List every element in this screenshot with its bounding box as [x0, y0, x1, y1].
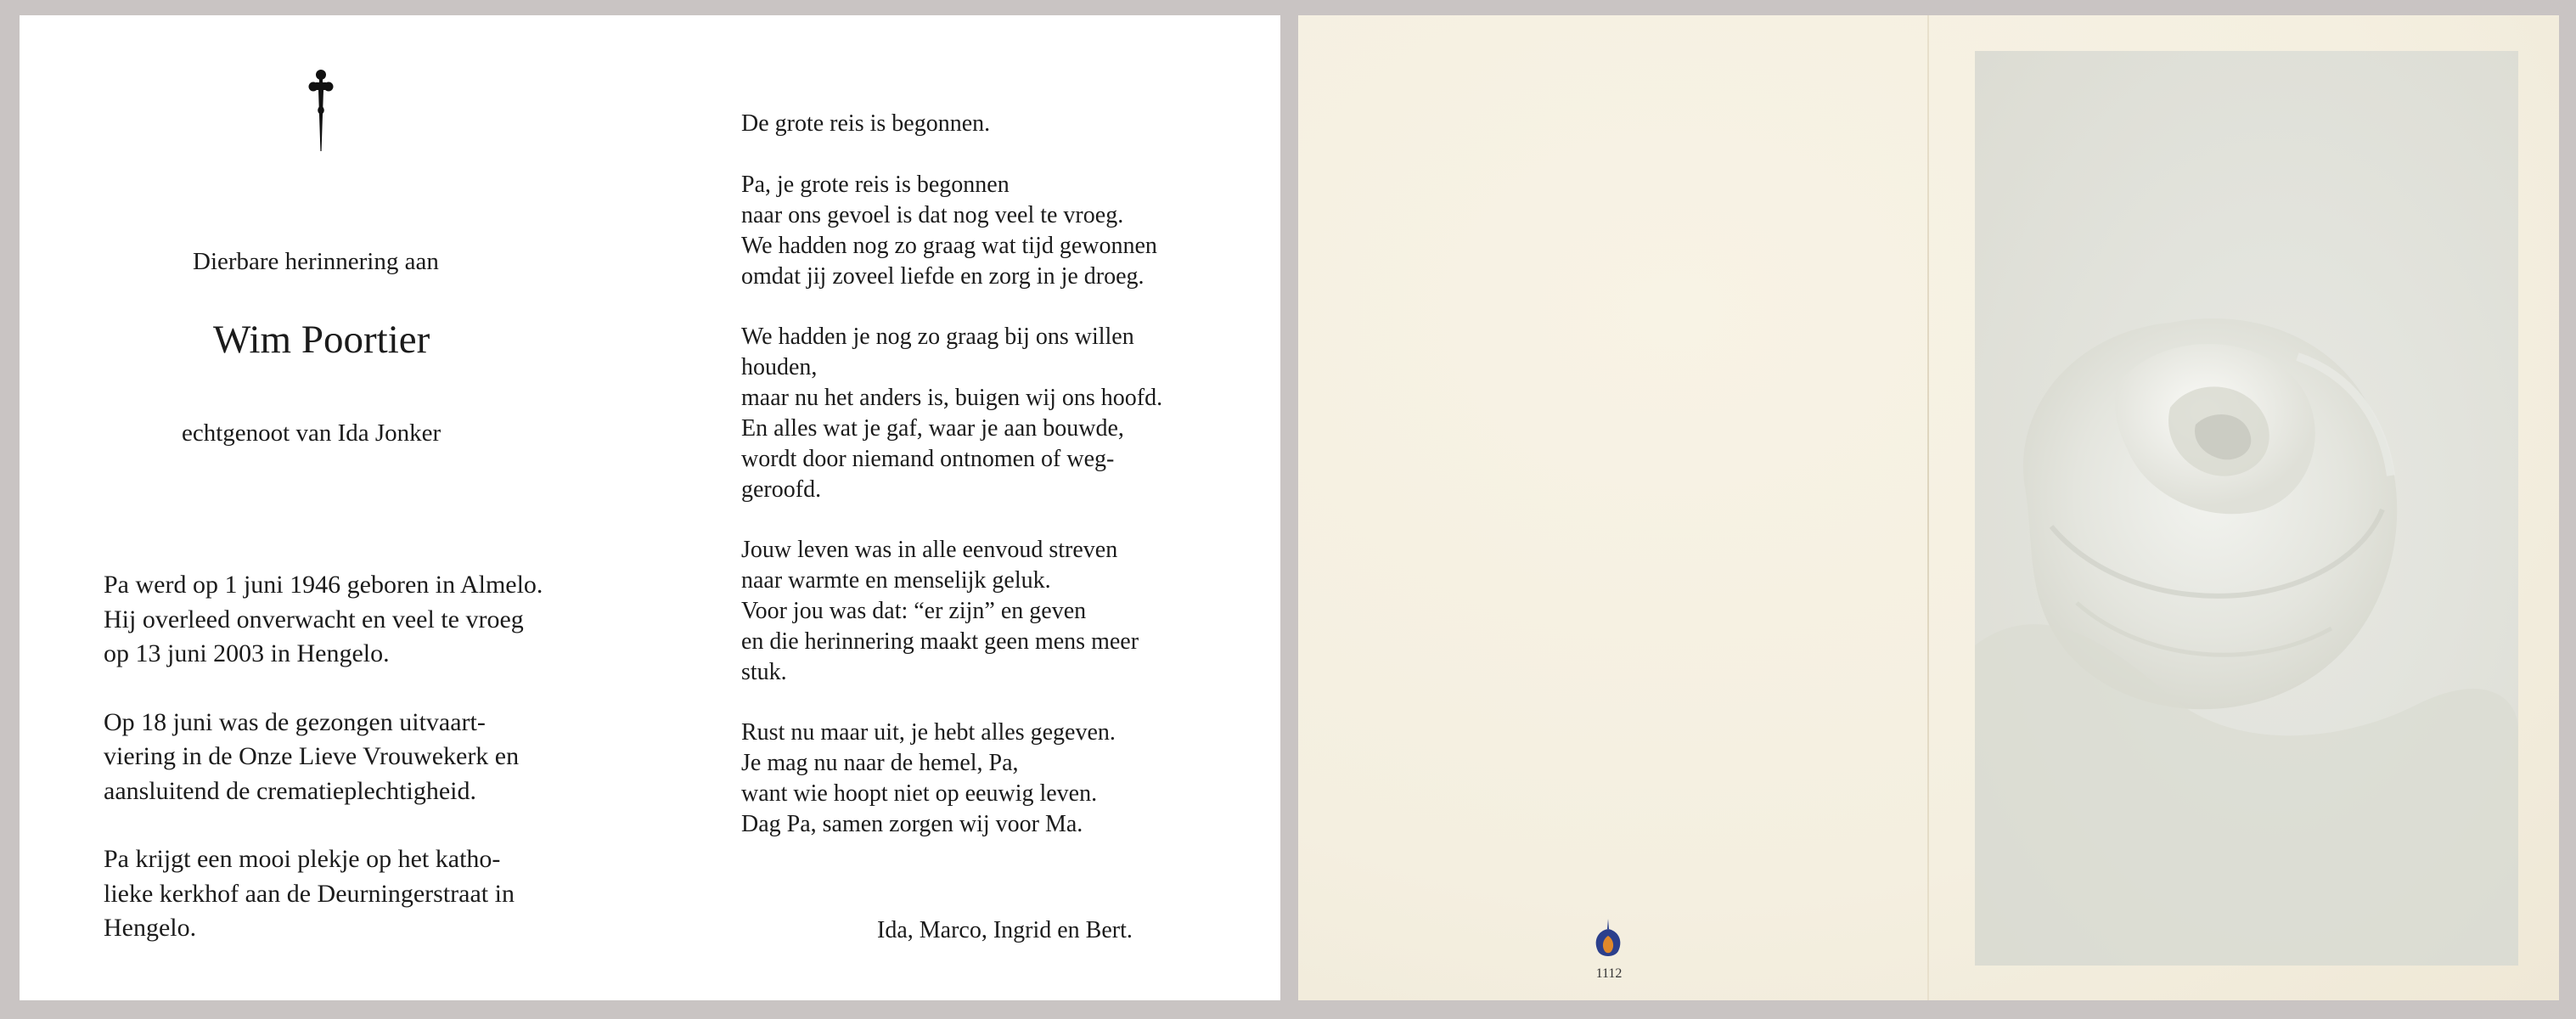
poem-line: Voor jou was dat: “er zijn” en geven	[741, 598, 1087, 624]
poem-line: houden,	[741, 354, 818, 380]
poem-line: Pa, je grote reis is begonnen	[741, 172, 1010, 198]
rose-photo	[1975, 51, 2518, 966]
bio-line: Pa krijgt een mooi plekje op het katho-	[104, 845, 501, 873]
bio-line: Op 18 juni was de gezongen uitvaart-	[104, 707, 486, 736]
poem-line: En alles wat je gaf, waar je aan bouwde,	[741, 415, 1124, 442]
poem-stanza	[741, 535, 1234, 688]
intro-text: Dierbare herinnering aan	[193, 248, 439, 275]
poem-line: wordt door niemand ontnomen of weg-	[741, 446, 1115, 472]
poem-title: De grote reis is begonnen.	[741, 110, 991, 137]
poem-line: naar warmte en menselijk geluk.	[741, 567, 1051, 594]
bio-line: Pa werd op 1 juni 1946 geboren in Almelo.	[104, 571, 543, 599]
bio-line: lieke kerkhof aan de Deurningerstraat in	[104, 879, 515, 908]
deceased-name: Wim Poortier	[213, 318, 430, 362]
poem-line: maar nu het anders is, buigen wij ons hoofd.	[741, 385, 1163, 411]
poem-line: We hadden je nog zo graag bij ons willen	[741, 324, 1134, 350]
poem-line: We hadden nog zo graag wat tijd gewonnen	[741, 233, 1157, 259]
family-signature: Ida, Marco, Ingrid en Bert.	[877, 917, 1133, 943]
biography	[104, 568, 605, 980]
poem-line: omdat jij zoveel liefde en zorg in je droeg.	[741, 263, 1145, 290]
bio-line: viering in de Onze Lieve Vrouwekerk en	[104, 742, 520, 770]
poem-line: geroofd.	[741, 476, 822, 503]
card-fold	[1927, 15, 1929, 1000]
poem	[741, 170, 1234, 870]
printer-logo-icon	[1591, 919, 1625, 961]
bio-line: Hengelo.	[104, 914, 197, 942]
poem-line: Dag Pa, samen zorgen wij voor Ma.	[741, 811, 1083, 837]
poem-line: Jouw leven was in alle eenvoud streven	[741, 537, 1118, 563]
poem-line: Je mag nu naar de hemel, Pa,	[741, 750, 1019, 776]
bio-paragraph	[104, 568, 605, 672]
poem-stanza	[741, 170, 1234, 292]
print-code: 1112	[1595, 966, 1623, 981]
bio-paragraph	[104, 706, 605, 809]
poem-line: want wie hoopt niet op eeuwig leven.	[741, 780, 1098, 807]
poem-line: Rust nu maar uit, je hebt alles gegeven.	[741, 719, 1116, 746]
card-inside-panel	[20, 15, 1280, 1000]
poem-line: en die herinnering maakt geen mens meer	[741, 628, 1139, 655]
poem-line: naar ons gevoel is dat nog veel te vroeg.	[741, 202, 1124, 228]
bio-line: op 13 juni 2003 in Hengelo.	[104, 639, 390, 667]
card-outside-panel	[1298, 15, 2559, 1000]
rose-illustration	[1975, 51, 2518, 966]
poem-stanza	[741, 322, 1234, 505]
spouse-text: echtgenoot van Ida Jonker	[182, 419, 442, 447]
bio-line: Hij overleed onverwacht en veel te vroeg	[104, 605, 524, 633]
poem-line: stuk.	[741, 659, 787, 685]
cross-icon	[308, 68, 334, 153]
bio-line: aansluitend de crematieplechtigheid.	[104, 776, 476, 805]
bio-paragraph	[104, 842, 605, 946]
poem-stanza	[741, 718, 1234, 840]
